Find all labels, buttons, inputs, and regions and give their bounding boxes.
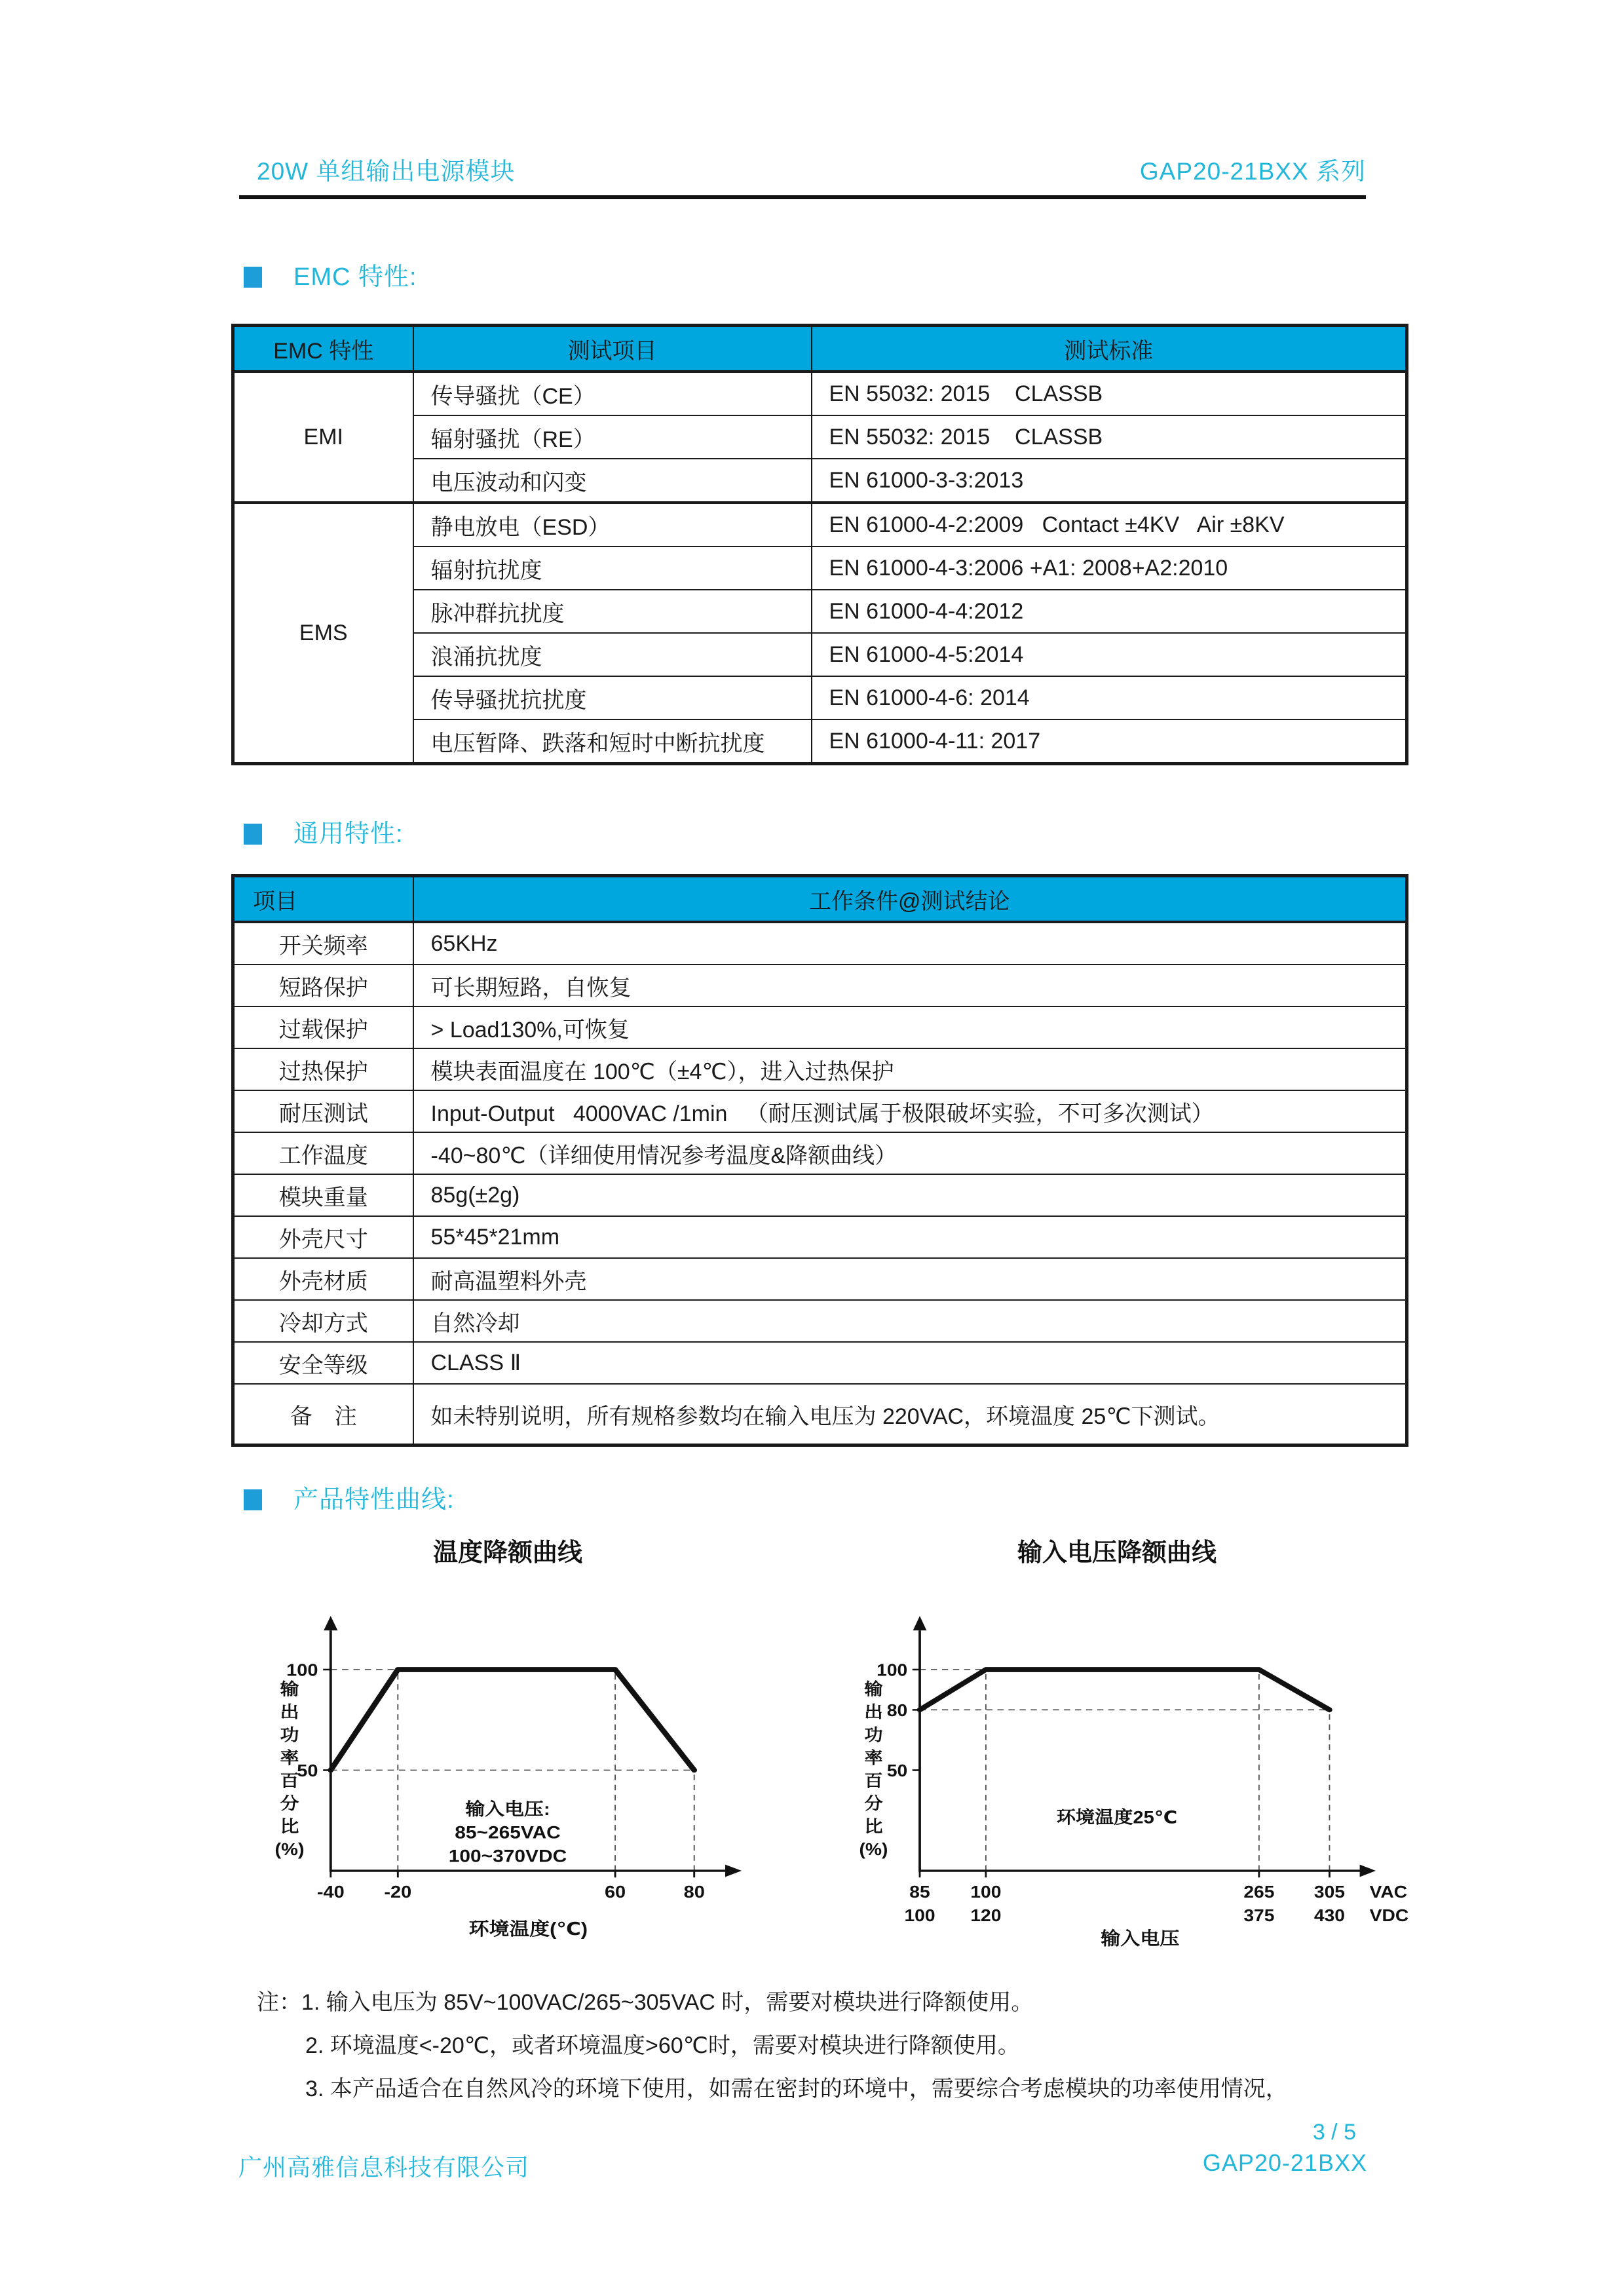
y-axis-label-unit: (%) bbox=[274, 1839, 305, 1859]
temperature-derating-chart bbox=[236, 1532, 780, 1955]
spec-value: 自然冷却 bbox=[413, 1300, 1407, 1342]
x-tick-label: 305 bbox=[1313, 1883, 1345, 1902]
chart-annotation: 85~265VAC bbox=[455, 1822, 561, 1843]
section-title-curves bbox=[244, 1485, 1624, 1515]
emc-test-item: 传导骚扰（CE） bbox=[413, 372, 812, 415]
table-row bbox=[233, 1300, 1407, 1342]
table-row bbox=[233, 1090, 1407, 1132]
y-tick-label: 100 bbox=[286, 1660, 318, 1680]
x-axis-title: 环境温度(℃) bbox=[468, 1919, 588, 1940]
emc-test-standard: EN 61000-4-2:2009 Contact ±4KV Air ±8KV bbox=[812, 503, 1407, 546]
spec-value: 55*45*21mm bbox=[413, 1216, 1407, 1258]
table-row bbox=[233, 1174, 1407, 1216]
spec-label: 外壳材质 bbox=[233, 1258, 413, 1300]
section-label: 通用特性: bbox=[293, 820, 404, 848]
table-row bbox=[233, 965, 1407, 1006]
table-row bbox=[233, 1342, 1407, 1384]
spec-value: 如未特别说明，所有规格参数均在输入电压为 220VAC，环境温度 25℃下测试。 bbox=[413, 1384, 1407, 1445]
spec-label: 耐压测试 bbox=[233, 1090, 413, 1132]
spec-value: CLASS Ⅱ bbox=[413, 1342, 1407, 1384]
section-bullet-icon bbox=[244, 267, 262, 288]
spec-label: 备 注 bbox=[233, 1384, 413, 1445]
y-axis-label-char: 率 bbox=[864, 1748, 883, 1767]
x-tick-label: 60 bbox=[604, 1882, 626, 1902]
y-axis-label-char: 率 bbox=[280, 1748, 299, 1767]
spec-label: 开关频率 bbox=[233, 922, 413, 965]
general-col-header: 项目 bbox=[233, 876, 413, 923]
y-axis-arrow bbox=[913, 1616, 927, 1630]
page-number: 3 / 5 bbox=[1312, 2120, 1356, 2145]
emc-test-item: 辐射骚扰（RE） bbox=[413, 415, 812, 459]
emc-test-standard: EN 61000-4-3:2006 +A1: 2008+A2:2010 bbox=[812, 546, 1407, 590]
y-tick-label: 50 bbox=[886, 1761, 908, 1780]
input-voltage-derating-plot bbox=[806, 1575, 1428, 1955]
section-bullet-icon bbox=[244, 1489, 262, 1510]
emc-table bbox=[231, 324, 1408, 765]
y-axis-label-char: 比 bbox=[280, 1816, 299, 1836]
section-title-general bbox=[244, 819, 1624, 849]
spec-label: 过热保护 bbox=[233, 1048, 413, 1090]
charts-row bbox=[236, 1532, 1624, 1955]
spec-value: 65KHz bbox=[413, 922, 1407, 965]
footer-series: GAP20-21BXX bbox=[1202, 2149, 1367, 2176]
emc-col-header: 测试项目 bbox=[413, 326, 812, 372]
general-table bbox=[231, 874, 1408, 1447]
emc-group-label: EMS bbox=[233, 503, 413, 764]
spec-label: 外壳尺寸 bbox=[233, 1216, 413, 1258]
x-axis-unit-label: VDC bbox=[1369, 1906, 1409, 1925]
y-axis-label-char: 出 bbox=[280, 1702, 299, 1721]
table-row bbox=[233, 1048, 1407, 1090]
x-tick-label: 430 bbox=[1313, 1906, 1345, 1925]
x-axis-arrow bbox=[1360, 1865, 1376, 1877]
emc-col-header: 测试标准 bbox=[812, 326, 1407, 372]
note-text: 3. 本产品适合在自然风冷的环境下使用，如需在密封的环境中，需要综合考虑模块的功率使用情况， bbox=[305, 2076, 1288, 2101]
page-header bbox=[239, 0, 1366, 199]
y-axis-label-char: 分 bbox=[864, 1794, 883, 1813]
x-axis-unit-label: VAC bbox=[1369, 1883, 1408, 1902]
table-row bbox=[233, 1216, 1407, 1258]
spec-label: 过载保护 bbox=[233, 1006, 413, 1048]
input-voltage-derating-chart bbox=[806, 1532, 1428, 1955]
table-row bbox=[233, 922, 1407, 965]
x-tick-label: 375 bbox=[1243, 1906, 1275, 1925]
table-row bbox=[233, 503, 1407, 546]
temperature-derating-plot bbox=[236, 1575, 780, 1955]
y-axis-arrow bbox=[324, 1616, 337, 1630]
y-tick-label: 50 bbox=[297, 1761, 318, 1780]
section-label: 产品特性曲线: bbox=[293, 1486, 455, 1514]
x-tick-label: 100 bbox=[970, 1883, 1002, 1902]
emc-test-item: 静电放电（ESD） bbox=[413, 503, 812, 546]
section-bullet-icon bbox=[244, 824, 262, 845]
section-label: EMC 特性: bbox=[293, 263, 417, 291]
x-axis-title: 输入电压 bbox=[1101, 1928, 1180, 1949]
chart-annotation: 输入电压: bbox=[465, 1799, 550, 1819]
spec-value: -40~80℃（详细使用情况参考温度&降额曲线） bbox=[413, 1132, 1407, 1174]
notes-block bbox=[257, 1981, 1624, 2111]
y-axis-label-char: 分 bbox=[280, 1793, 299, 1813]
spec-value: 耐高温塑料外壳 bbox=[413, 1258, 1407, 1300]
chart-annotation: 100~370VDC bbox=[448, 1846, 567, 1866]
derating-curve-line bbox=[331, 1670, 694, 1770]
emc-test-standard: EN 61000-3-3:2013 bbox=[812, 459, 1407, 503]
emc-header-row bbox=[233, 326, 1407, 372]
y-axis-label-char: 输 bbox=[280, 1679, 299, 1699]
y-axis-label-char: 百 bbox=[280, 1770, 299, 1790]
emc-test-standard: EN 61000-4-6: 2014 bbox=[812, 676, 1407, 719]
chart-annotation: 环境温度25℃ bbox=[1056, 1807, 1178, 1827]
table-row bbox=[233, 1384, 1407, 1445]
emc-test-item: 脉冲群抗扰度 bbox=[413, 590, 812, 633]
y-axis-label-char: 出 bbox=[864, 1702, 883, 1722]
spec-label: 工作温度 bbox=[233, 1132, 413, 1174]
emc-test-item: 电压暂降、跌落和短时中断抗扰度 bbox=[413, 719, 812, 764]
emc-test-standard: EN 61000-4-4:2012 bbox=[812, 590, 1407, 633]
x-tick-label: 100 bbox=[904, 1906, 935, 1925]
emc-group-label: EMI bbox=[233, 372, 413, 503]
y-axis-label-char: 功 bbox=[280, 1725, 299, 1744]
y-axis-label-unit: (%) bbox=[859, 1840, 888, 1859]
x-tick-label: 265 bbox=[1243, 1883, 1275, 1902]
section-title-emc bbox=[244, 262, 1624, 292]
emc-test-standard: EN 61000-4-5:2014 bbox=[812, 633, 1407, 676]
spec-value: 85g(±2g) bbox=[413, 1174, 1407, 1216]
table-row bbox=[233, 1006, 1407, 1048]
x-tick-label: 120 bbox=[970, 1906, 1002, 1925]
emc-test-item: 传导骚扰抗扰度 bbox=[413, 676, 812, 719]
spec-label: 冷却方式 bbox=[233, 1300, 413, 1342]
page-footer bbox=[238, 2149, 1367, 2183]
spec-value: 模块表面温度在 100℃（±4℃），进入过热保护 bbox=[413, 1048, 1407, 1090]
table-row bbox=[233, 1258, 1407, 1300]
emc-col-header: EMC 特性 bbox=[233, 326, 413, 372]
table-row bbox=[233, 372, 1407, 415]
x-tick-label: 85 bbox=[909, 1883, 930, 1902]
general-col-header: 工作条件@测试结论 bbox=[413, 876, 1407, 923]
emc-test-item: 浪涌抗扰度 bbox=[413, 633, 812, 676]
spec-label: 安全等级 bbox=[233, 1342, 413, 1384]
x-tick-label: -40 bbox=[316, 1882, 345, 1902]
header-divider bbox=[239, 195, 1366, 199]
y-axis-label-char: 百 bbox=[864, 1771, 883, 1790]
derating-curve-line bbox=[920, 1670, 1329, 1710]
chart-title: 输入电压降额曲线 bbox=[1017, 1539, 1217, 1567]
note-line bbox=[257, 2024, 1624, 2067]
spec-label: 模块重量 bbox=[233, 1174, 413, 1216]
note-prefix: 注： bbox=[257, 1990, 301, 2015]
spec-value: 可长期短路，自恢复 bbox=[413, 965, 1407, 1006]
note-text: 2. 环境温度<-20℃，或者环境温度>60℃时，需要对模块进行降额使用。 bbox=[305, 2033, 1020, 2058]
spec-value: > Load130%,可恢复 bbox=[413, 1006, 1407, 1048]
footer-company: 广州高雅信息科技有限公司 bbox=[238, 2154, 530, 2181]
spec-label: 短路保护 bbox=[233, 965, 413, 1006]
emc-test-item: 电压波动和闪变 bbox=[413, 459, 812, 503]
note-text: 1. 输入电压为 85V~100VAC/265~305VAC 时，需要对模块进行降额使用。 bbox=[301, 1990, 1034, 2015]
chart-title: 温度降额曲线 bbox=[432, 1539, 582, 1567]
x-tick-label: -20 bbox=[384, 1882, 412, 1902]
note-line bbox=[257, 2067, 1624, 2111]
y-tick-label: 80 bbox=[886, 1700, 908, 1720]
emc-test-item: 辐射抗扰度 bbox=[413, 546, 812, 590]
y-axis-label-char: 功 bbox=[864, 1725, 883, 1745]
general-header-row bbox=[233, 876, 1407, 923]
x-axis-arrow bbox=[725, 1865, 742, 1877]
note-line bbox=[257, 1981, 1624, 2024]
emc-test-standard: EN 61000-4-11: 2017 bbox=[812, 719, 1407, 764]
header-series-title: GAP20-21BXX 系列 bbox=[1139, 158, 1366, 185]
y-tick-label: 100 bbox=[877, 1660, 908, 1680]
emc-test-standard: EN 55032: 2015 CLASSB bbox=[812, 372, 1407, 415]
y-axis-label-char: 输 bbox=[864, 1679, 883, 1699]
spec-value: Input-Output 4000VAC /1min （耐压测试属于极限破坏实验，不可多次测试） bbox=[413, 1090, 1407, 1132]
x-tick-label: 80 bbox=[683, 1882, 705, 1902]
header-product-title: 20W 单组输出电源模块 bbox=[257, 158, 516, 185]
table-row bbox=[233, 1132, 1407, 1174]
emc-test-standard: EN 55032: 2015 CLASSB bbox=[812, 415, 1407, 459]
y-axis-label-char: 比 bbox=[864, 1817, 883, 1836]
